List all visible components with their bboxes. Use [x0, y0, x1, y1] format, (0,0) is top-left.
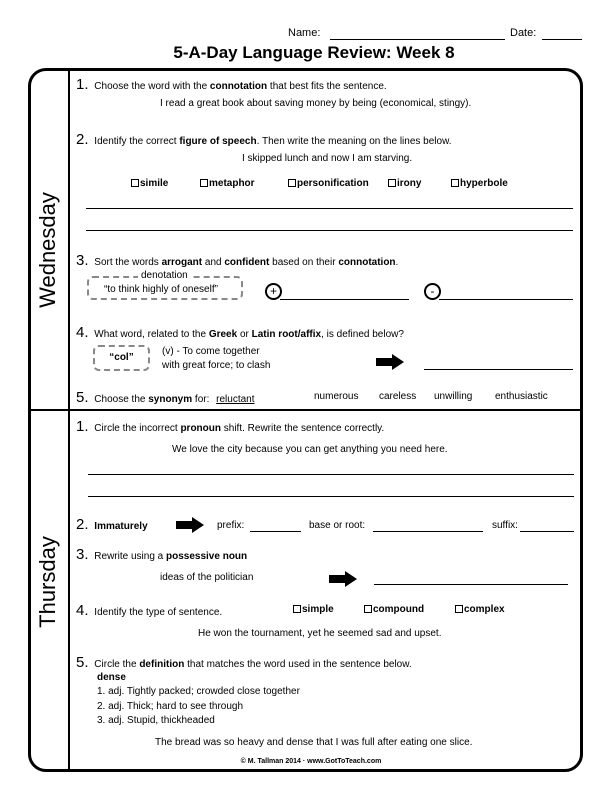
day-label-thursday: Thursday	[35, 536, 60, 628]
checkbox-icon[interactable]	[131, 179, 139, 187]
checkbox-icon[interactable]	[364, 605, 372, 613]
date-field[interactable]	[542, 27, 582, 40]
synonym-choice-unwilling[interactable]: unwilling	[434, 391, 473, 402]
root-text: “col”	[109, 352, 134, 363]
target-word: reluctant	[216, 394, 255, 405]
page-title: 5-A-Day Language Review: Week 8	[173, 43, 455, 62]
option-hyperbole[interactable]: hyperbole	[451, 178, 508, 189]
thu-q4-prompt: 4. Identify the type of sentence.	[76, 602, 223, 619]
arrow-right-icon	[329, 571, 357, 587]
thu-q3-answer-line[interactable]	[374, 575, 568, 585]
name-field[interactable]	[330, 27, 505, 40]
wed-q3-prompt: 3. Sort the words arrogant and confident based on their connotation.	[76, 252, 399, 269]
positive-icon: +	[265, 283, 282, 300]
day-label-wednesday: Wednesday	[35, 192, 60, 308]
wed-q2-sentence: I skipped lunch and now I am starving.	[242, 153, 413, 164]
suffix-field[interactable]	[520, 520, 574, 532]
prefix-field[interactable]	[250, 520, 301, 532]
wed-q2-prompt: 2. Identify the correct figure of speech. Then write the meaning on the lines below.	[76, 131, 452, 148]
thu-q5-sentence: The bread was so heavy and dense that I was full after eating one slice.	[155, 737, 473, 748]
day-divider	[30, 409, 581, 411]
answer-line[interactable]	[86, 230, 573, 231]
synonym-choice-numerous[interactable]: numerous	[314, 391, 359, 402]
thu-q1-sentence: We love the city because you can get anything you need here.	[172, 444, 448, 455]
checkbox-icon[interactable]	[451, 179, 459, 187]
positive-answer-line[interactable]	[280, 288, 409, 300]
arrow-right-icon	[376, 354, 404, 370]
root-label: base or root:	[309, 520, 366, 531]
wed-q1-sentence: I read a great book about saving money by being (economical, stingy).	[160, 98, 472, 109]
option-metaphor[interactable]: metaphor	[200, 178, 255, 189]
option-irony[interactable]: irony	[388, 178, 421, 189]
definition-line-2: with great force; to clash	[162, 360, 271, 371]
option-personification[interactable]: personification	[288, 178, 369, 189]
negative-answer-line[interactable]	[439, 288, 573, 300]
checkbox-icon[interactable]	[388, 179, 396, 187]
option-complex[interactable]: complex	[455, 604, 505, 615]
checkbox-icon[interactable]	[288, 179, 296, 187]
day-column-divider	[68, 69, 70, 771]
option-simile[interactable]: simile	[131, 178, 168, 189]
answer-line[interactable]	[86, 208, 573, 209]
wed-q1-prompt: 1. Choose the word with the connotation that best fits the sentence.	[76, 76, 387, 93]
vocab-word: dense	[97, 672, 126, 683]
prefix-label: prefix:	[217, 520, 245, 531]
option-compound[interactable]: compound	[364, 604, 424, 615]
suffix-label: suffix:	[492, 520, 518, 531]
denotation-label: denotation	[138, 270, 191, 281]
answer-line[interactable]	[88, 496, 574, 497]
definition-option-3[interactable]: 3. adj. Stupid, thickheaded	[97, 715, 215, 726]
footer-copyright: © M. Tallman 2014 · www.GotToTeach.com	[240, 758, 382, 765]
thu-q1-prompt: 1. Circle the incorrect pronoun shift. Rewrite the sentence correctly.	[76, 418, 385, 435]
answer-line[interactable]	[88, 474, 574, 475]
negative-icon: -	[424, 283, 441, 300]
wed-q5-prompt: 5. Choose the synonym for: reluctant	[76, 389, 255, 406]
arrow-right-icon	[176, 517, 204, 533]
wed-q4-prompt: 4. What word, related to the Greek or Latin root/affix, is defined below?	[76, 324, 404, 341]
thu-q3-phrase: ideas of the politician	[160, 572, 254, 583]
thu-q3-prompt: 3. Rewrite using a possessive noun	[76, 546, 248, 563]
wed-q4-answer-line[interactable]	[424, 360, 573, 370]
synonym-choice-enthusiastic[interactable]: enthusiastic	[495, 391, 548, 402]
option-simple[interactable]: simple	[293, 604, 334, 615]
definition-line-1: (v) - To come together	[162, 346, 260, 357]
thu-q4-sentence: He won the tournament, yet he seemed sad and upset.	[198, 628, 442, 639]
synonym-choice-careless[interactable]: careless	[379, 391, 417, 402]
name-label: Name:	[288, 27, 321, 39]
checkbox-icon[interactable]	[200, 179, 208, 187]
denotation-text: “to think highly of oneself”	[104, 284, 218, 295]
definition-option-2[interactable]: 2. adj. Thick; hard to see through	[97, 701, 244, 712]
thu-q2-prompt: 2. Immaturely	[76, 516, 148, 533]
date-label: Date:	[510, 27, 537, 39]
thu-q5-prompt: 5. Circle the definition that matches the word used in the sentence below.	[76, 654, 412, 671]
definition-option-1[interactable]: 1. adj. Tightly packed; crowded close together	[97, 686, 300, 697]
checkbox-icon[interactable]	[293, 605, 301, 613]
root-field[interactable]	[373, 520, 483, 532]
checkbox-icon[interactable]	[455, 605, 463, 613]
